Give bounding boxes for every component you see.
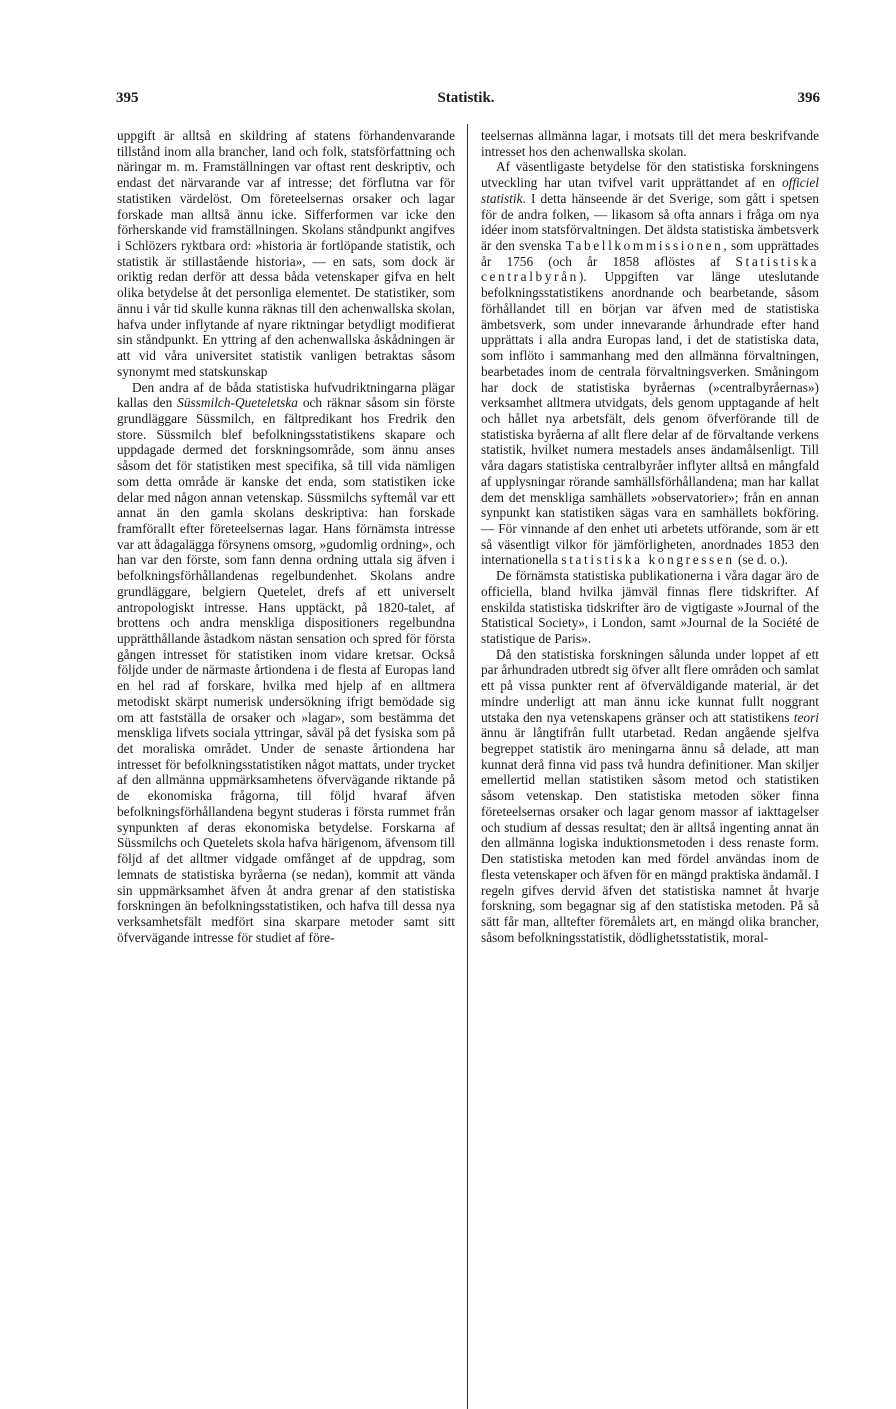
right-column — [481, 128, 819, 945]
left-column — [117, 128, 455, 945]
right-p2-spaced-3: statistiska kongressen — [561, 552, 735, 568]
page-number-right: 396 — [797, 90, 820, 106]
right-p2-emphasis: officiel statistik — [481, 175, 819, 206]
left-paragraph-2 — [117, 380, 455, 946]
page-title: Statistik. — [437, 90, 495, 106]
right-paragraph-4 — [481, 647, 819, 946]
left-p2-text-b: och räknar såsom sin förste grundläggare Süssmilch, en fältpredikant hos Fredrik den store. Süssmilch blef befolkningsstatistikens skapare och uppdagade dermed det forskningsområde, som ännu anses såsom det för statistiken mest specifika, så till vida nämligen som detta område är kanske det enda, som statistiken icke delar med någon annan vetenskap. Süssmilchs syftemål var ett annat än den gamla skolans deskriptiva: han forskade framförallt efter företeelsernas lagar. Hans förnämsta intresse var att ådagalägga försynens omsorg, »gudomlig ordning», och han var den förste, som fann denna ordning uttala sig äfven i befolkningsförhållandenas regelbundenhet. Skolans andre grundläggare, belgiern Quetelet, drefs af ett universelt antropologiskt intresse. Hans upptäckt, på 1820-talet, af brottens och andra menskliga dispositioners regelbundna upprätthållande åstadkom nästan sensation och spred för första gången intresset för statistiken inom vidare kretsar. Också följde under de närmaste årtiondena i de flesta af Europas land en hel rad af forskare, hvilka med hjelp af en alltmera metodiskt skärpt numerisk undersökning ifrigt bemödade sig om att fastställa de orsaker och »lagar», som bestämma det menskliga lifvets sociala yttringar, såväl på det fysiska som på det moraliska området. Under de senaste årtiondena har intresset för befolkningsstatistiken något mattats, under trycket af den allmänna uppmärksamhetens öfvervägande riktande på de ekonomiska frågorna, till följd hvaraf äfven befolkningsförhållandena begynt studeras i första rummet från synpunkten af deras ekonomiska betydelse. Forskarna af Süssmilchs och Quetelets skola hafva härigenom, äfvensom till följd af det alltmer vidgade omfånget af de uppdrag, som lemnats de statistiska byråerna (se nedan), kommit att vända sin uppmärksamhet äfven åt andra grenar af den statistiska forskningen än befolkningsstatistiken, och hafva till dessa nya verksamhetsfält medfört sina skarpare metoder samt sitt öfvervägande intresse för studiet af före- — [117, 395, 455, 945]
left-paragraph-1: uppgift är alltså en skildring af statens förhandenvarande tillstånd inom alla brancher, land och folk, statsförfattning och näringar m. m. Framställningen var oftast rent deskriptiv, och endast det närvarande var af intresse; det förflutna var för statistiken värdelöst. Om företeelsernas orsaker och lagar forskade man alltså ännu icke. Sifferformen var icke den förherskande vid framställningen. Skolans ståndpunkt angifves i Schlözers ryktbara ord: »historia är fortlöpande statistik, och statistik är stillastående historia», — en sats, som dock är oriktig redan derför att dessa båda vetenskaper gifva en helt olika betydelse åt det personliga elementet. De statistiker, som ännu i vår tid skulle kunna räknas till den achenwallska skolan, hafva under inflytande af nyare riktningar betydligt modifierat sin ståndpunkt. En yttring af den achenwallska åskådningen är att vid våra universitet statistik vanligen betraktas såsom synonymt med statskunskap — [117, 128, 455, 379]
page-number-left: 395 — [116, 90, 139, 106]
right-p2-spaced-1: Tabellkommissionen — [565, 238, 724, 254]
right-p2-text-d: ). Uppgiften var länge uteslutande befolkningsstatistikens anordnande och bearbetande, såsom förhållandet till en början var äfven med de statistiska ämbetsverk, som under innevarande århundrade efter hand upprättats i alla andra Europas land, i det de statistiska data, som inflöto i sammanhang med den allmänna förvaltningen, bearbetades inom de centrala förvaltningsverken. Småningom har dock de statistiska byråernas (»centralbyråernas») verksamhet alltmera utvidgats, dels genom upptagande af helt och hållet nya arbetsfält, dels genom öfverförande till de statistiska byråerna af allt flere delar af de förvaltande verkens statistik, hvilket numera mestadels anses ändamålsenligt. Till våra dagars statistiska centralbyråer inflyter alltså en mångfald af upplysningar rörande samhällsförhållandena; man har kallat dem det menskliga samhällets »observatorier»; från en annan synpunkt kan statistiken sägas vara en samhällets bokföring. — För vinnande af den enhet uti arbetets utförande, som är ett så väsentligt vilkor för jämförligheten, anordnades 1853 den internationella — [481, 269, 819, 568]
left-p2-text-a: Den andra af de båda statistiska hufvudriktningarna plägar kallas den — [117, 379, 455, 411]
right-p2-spaced-2: Statistiska centralbyrån — [481, 253, 819, 285]
right-p4-emphasis: teori — [793, 709, 819, 725]
right-p2-text-c: , som upprättades år 1756 (och år 1858 aflöstes af — [481, 238, 819, 269]
running-header — [112, 90, 820, 112]
right-paragraph-2 — [481, 159, 819, 568]
right-p2-text-b: . I detta hänseende är det Sverige, som gått i spetsen för de andra folken, — likasom så ofta annars i fråga om nya idéer inom statsförvaltningen. Det äldsta statistiska ämbetsverk är den svenska — [481, 190, 819, 254]
right-p4-text-b: ännu är långtifrån fullt utarbetad. Redan angående sjelfva begreppet statistik äro meningarna ännu så delade, att man kunnat derå finna vid pass två hundra definitioner. Man skiljer emellertid mellan statistiken såsom metod och statistiken såsom vetenskap. Den statistiska metoden söker finna företeelsernas orsaker och lagar genom massor af iakttagelser och studium af dessas resultat; den är alltså ingenting annat än den allmänna logiska induktionsmetoden i dess renaste form. Den statistiska metoden kan med fördel användas inom de flesta vetenskaper och äfven för en mängd praktiska ändamål. I regeln gifves dervid äfven det statistiska namnet åt hvarje forskning, som begagnar sig af den statistiska metoden. På så sätt får man, alltefter föremålets art, en mängd olika brancher, såsom befolkningsstatistik, dödlighetsstatistik, moral- — [481, 725, 819, 945]
column-divider — [467, 124, 468, 1409]
right-p2-text-e: (se d. o.). — [734, 552, 788, 568]
right-p4-text-a: Då den statistiska forskningen sålunda under loppet af ett par århundraden utbredt sig öfver allt flere områden och samlat ett på vissa punkter rent af öfverväldigande material, är det mindre underligt att man ännu icke kunnat fullt noggrant utstaka den nya vetenskapens gränser och att statistikens — [481, 646, 819, 725]
right-paragraph-1: teelsernas allmänna lagar, i motsats till det mera beskrifvande intresset hos den achenwallska skolan. — [481, 128, 819, 159]
right-p2-text-a: Af väsentligaste betydelse för den statistiska forskningens utveckling har utan tvifvel varit upprättandet af en — [481, 159, 819, 191]
left-p2-emphasis: Süssmilch-Queteletska — [177, 395, 298, 411]
right-paragraph-3: De förnämsta statistiska publikationerna i våra dagar äro de officiella, bland hvilka jämväl finnas flere tidskrifter. Af enskilda statistiska tidskrifter äro de vigtigaste »Journal of the Statistical Society», i London, samt »Journal de la Société de statistique de Paris». — [481, 568, 819, 646]
